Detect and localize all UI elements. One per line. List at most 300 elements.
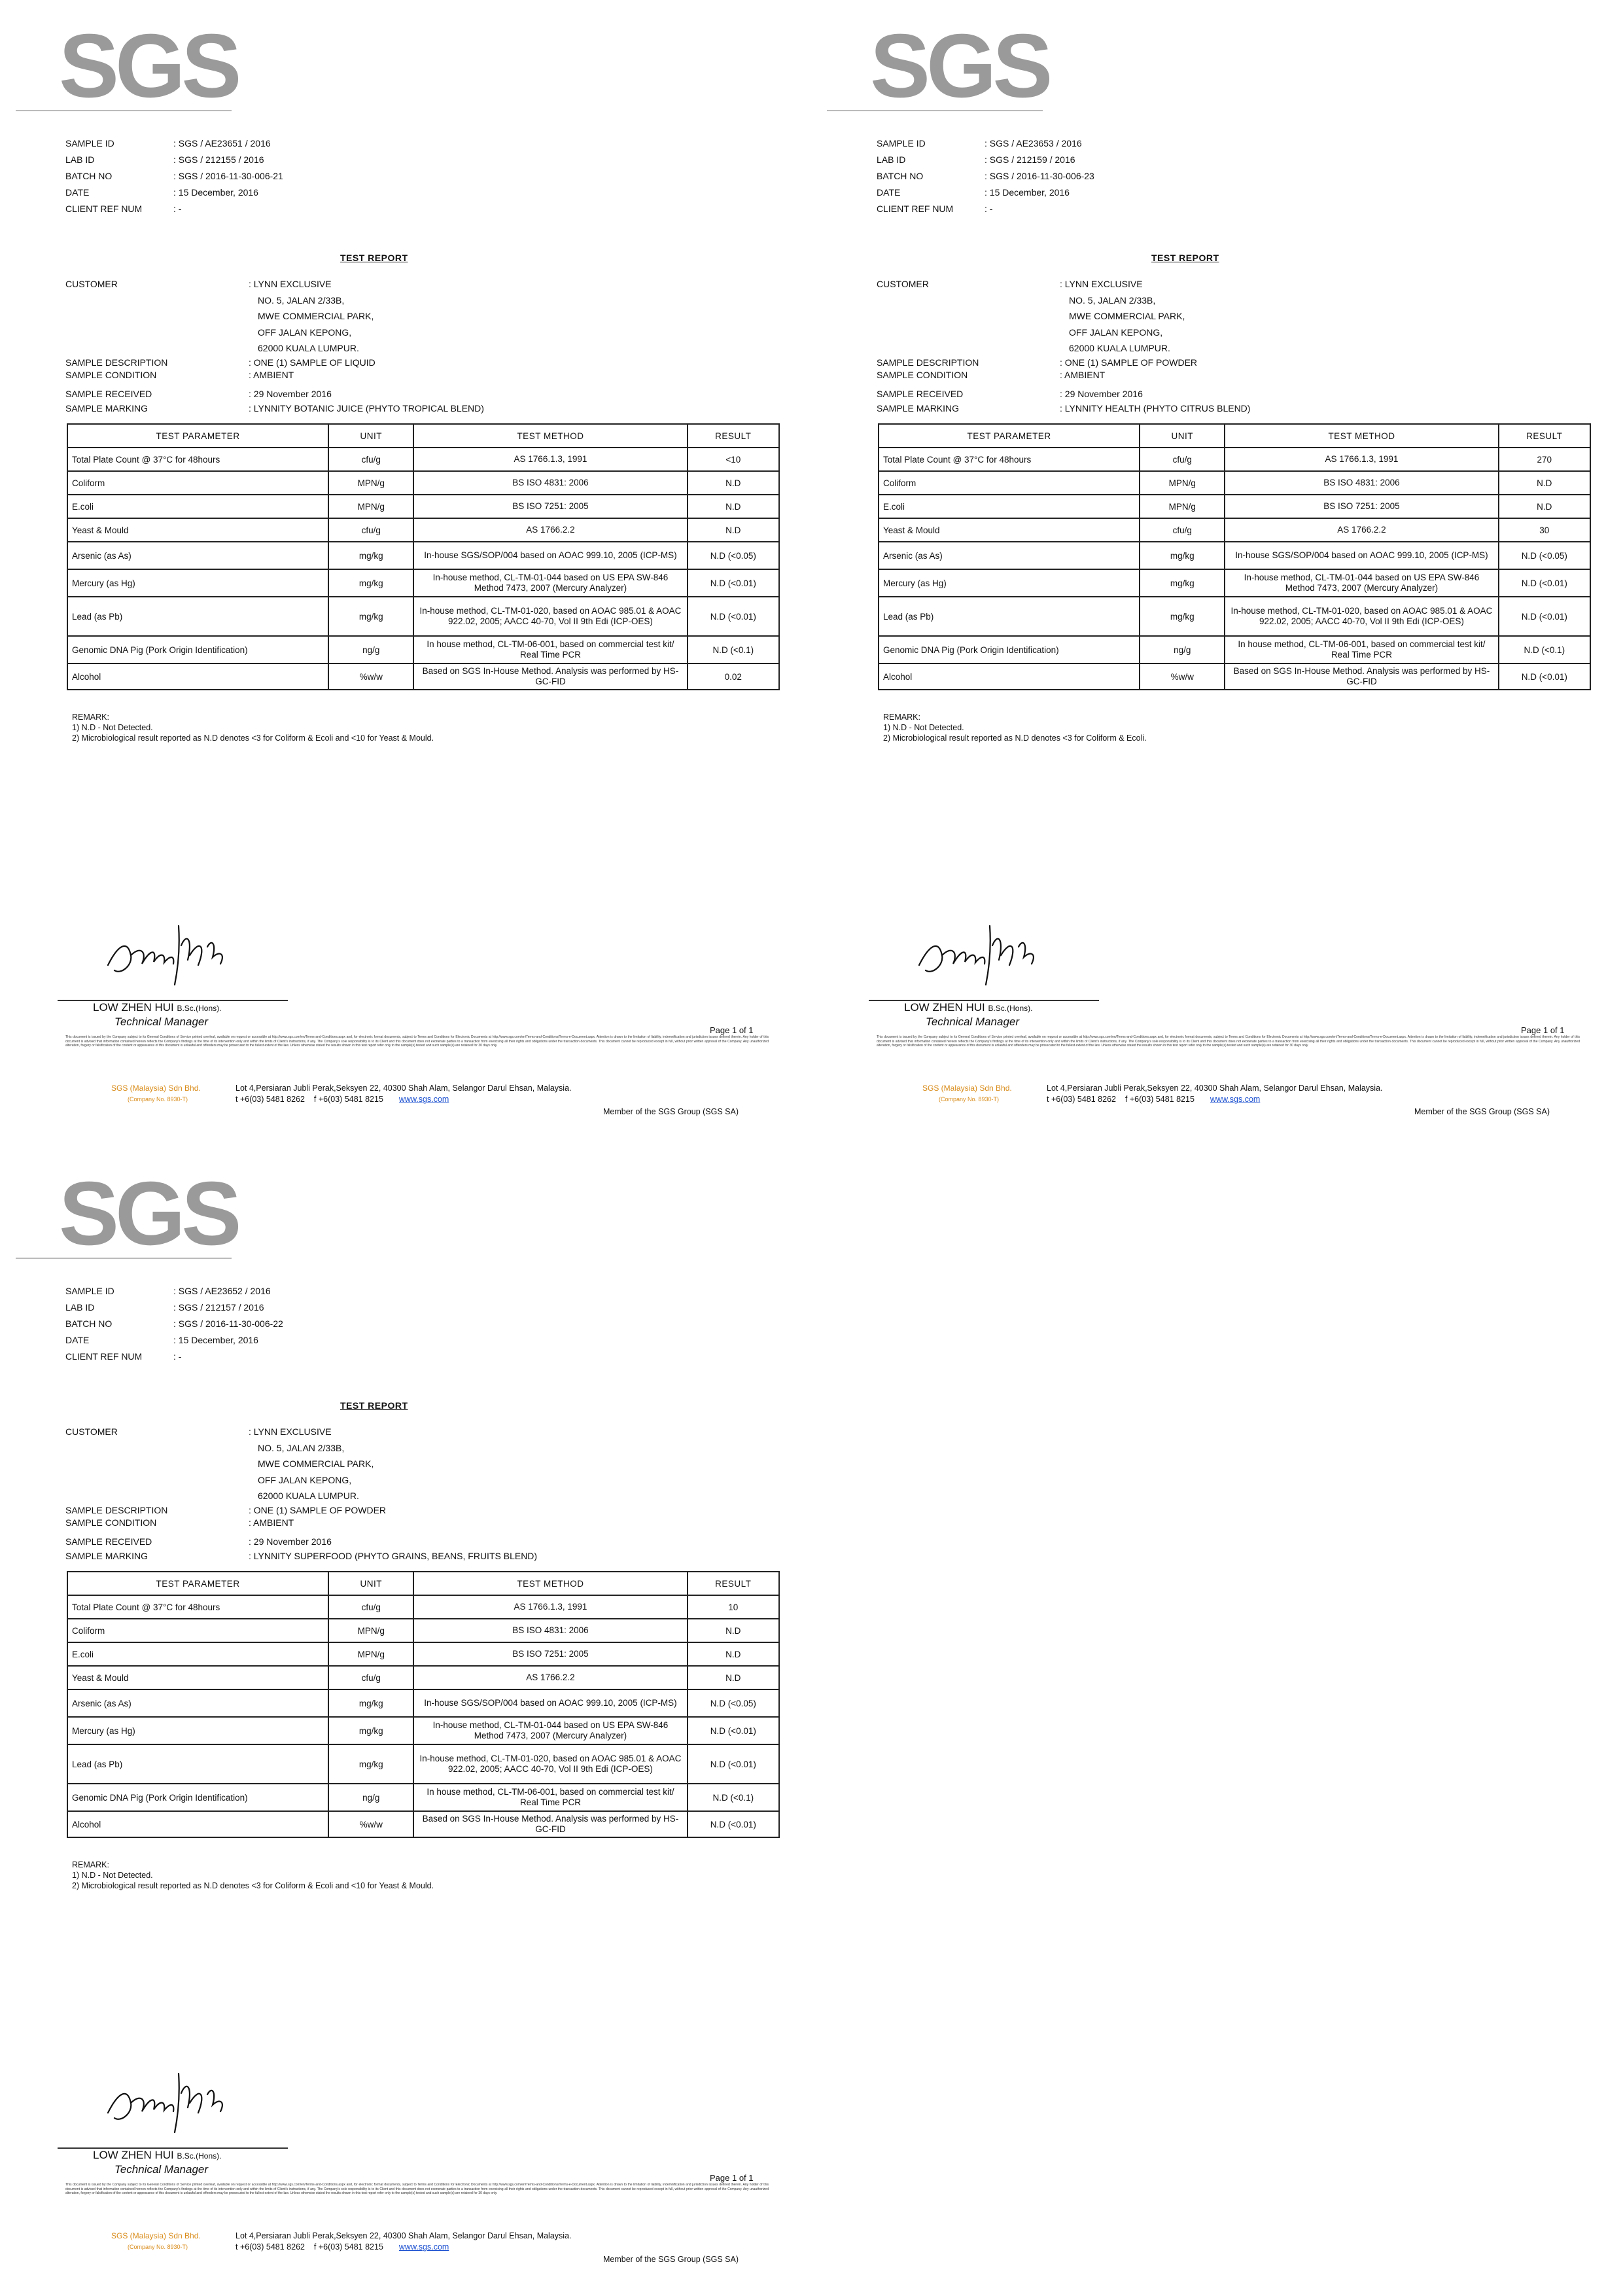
table-row: [879, 471, 1590, 495]
table-row: [879, 597, 1590, 636]
table-row: [67, 495, 779, 518]
batch-no-value: : SGS / 2016-11-30-006-23: [985, 171, 1094, 181]
customer-address-line: OFF JALAN KEPONG,: [258, 327, 352, 338]
customer-address-line: MWE COMMERCIAL PARK,: [258, 311, 374, 321]
sample-id-value: : SGS / AE23651 / 2016: [173, 138, 271, 149]
unit-cell: MPN/g: [328, 471, 413, 495]
report-title: TEST REPORT: [1151, 253, 1219, 263]
table-row: [67, 518, 779, 542]
parameter-cell: Mercury (as Hg): [879, 569, 1140, 597]
client-ref-value: : -: [173, 1351, 182, 1362]
remark-block: [72, 1860, 434, 1891]
unit-cell: cfu/g: [328, 518, 413, 542]
batch-no-value: : SGS / 2016-11-30-006-21: [173, 171, 283, 181]
unit-cell: MPN/g: [1140, 495, 1225, 518]
parameter-cell: Lead (as Pb): [67, 1744, 328, 1784]
lab-id-label: LAB ID: [877, 154, 906, 165]
test-results-table: [67, 1571, 780, 1838]
method-cell: In-house method, CL-TM-01-020, based on AOAC 985.01 & AOAC 922.02, 2005; AACC 40-70, Vol II 9th Edi (ICP-OES): [413, 597, 687, 636]
signatory-title: Technical Manager: [114, 2163, 209, 2176]
table-row: [67, 597, 779, 636]
unit-cell: mg/kg: [1140, 542, 1225, 569]
header-test-method: TEST METHOD: [1225, 424, 1498, 448]
table-row: [879, 495, 1590, 518]
parameter-cell: Coliform: [67, 471, 328, 495]
result-cell: 0.02: [688, 663, 779, 690]
company-name: SGS (Malaysia) Sdn Bhd.: [922, 1084, 1012, 1093]
method-cell: BS ISO 7251: 2005: [413, 495, 687, 518]
address-block: [236, 1083, 572, 1105]
sample-id-value: : SGS / AE23653 / 2016: [985, 138, 1082, 149]
customer-label: CUSTOMER: [65, 279, 118, 289]
sgs-logo: SGS: [59, 16, 238, 116]
sample-id-label: SAMPLE ID: [65, 138, 114, 149]
company-number: (Company No. 8930-T): [939, 1096, 1000, 1103]
client-ref-value: : -: [985, 203, 993, 214]
method-cell: Based on SGS In-House Method. Analysis was performed by HS-GC-FID: [1225, 663, 1498, 690]
sample-received-label: SAMPLE RECEIVED: [877, 388, 964, 399]
signatory-title: Technical Manager: [926, 1016, 1020, 1028]
sample-received-value: : 29 November 2016: [249, 388, 332, 399]
sample-condition-value: : AMBIENT: [1060, 369, 1106, 380]
customer-address-line: MWE COMMERCIAL PARK,: [258, 1458, 374, 1469]
terms-fine-print: This document is issued by the Company subject to its General Conditions of Service printed overleaf, available on request or accessible at http://www.sgs.com/en/Terms-and-Conditions.aspx and, for electronic format documents, subject to Terms and Conditions for Electronic Documents at http://www.sgs.com/en/Terms-and-Conditions/Terms-e-Document.aspx. Attention is drawn to the limitation of liability, indemnification and jurisdiction issues defined therein. Any holder of this document is advised that information contained hereon reflects the Company's findings at the time of its intervention only and within the limits of Client's instructions, if any. The Company's sole responsibility is to its Client and this document does not exonerate parties to a transaction from exercising all their rights and obligations under the transaction documents. This document cannot be reproduced except in full, without prior written approval of the Company. Any unauthorized alteration, forgery or falsification of the content or appearance of this document is unlawful and offenders may be prosecuted to the fullest extent of the law. Unless otherwise stated the results shown in this test report refer only to the sample(s) tested and such sample(s) are retained for 30 days only.: [65, 1035, 769, 1048]
unit-cell: cfu/g: [1140, 448, 1225, 471]
method-cell: BS ISO 4831: 2006: [1225, 471, 1498, 495]
unit-cell: mg/kg: [328, 1717, 413, 1744]
sample-condition-label: SAMPLE CONDITION: [65, 369, 157, 380]
method-cell: AS 1766.2.2: [1225, 518, 1498, 542]
date-label: DATE: [65, 187, 90, 198]
header-unit: UNIT: [328, 424, 413, 448]
sample-marking-value: : LYNNITY HEALTH (PHYTO CITRUS BLEND): [1060, 402, 1251, 414]
unit-cell: %w/w: [328, 1811, 413, 1837]
sample-condition-label: SAMPLE CONDITION: [65, 1517, 157, 1528]
parameter-cell: Genomic DNA Pig (Pork Origin Identification): [67, 1784, 328, 1811]
customer-address-line: OFF JALAN KEPONG,: [1069, 327, 1163, 338]
parameter-cell: Lead (as Pb): [67, 597, 328, 636]
sample-description-label: SAMPLE DESCRIPTION: [877, 357, 979, 368]
result-cell: N.D (<0.05): [688, 1689, 779, 1717]
table-row: [67, 569, 779, 597]
remark-label: REMARK:: [72, 1860, 109, 1869]
member-statement: Member of the SGS Group (SGS SA): [1414, 1107, 1550, 1116]
parameter-cell: Coliform: [879, 471, 1140, 495]
unit-cell: %w/w: [1140, 663, 1225, 690]
unit-cell: mg/kg: [328, 1689, 413, 1717]
fax: f +6(03) 5481 8215: [313, 1095, 383, 1104]
parameter-cell: Total Plate Count @ 37°C for 48hours: [879, 448, 1140, 471]
sample-id-label: SAMPLE ID: [877, 138, 926, 149]
sample-marking-label: SAMPLE MARKING: [65, 1550, 148, 1561]
method-cell: In-house method, CL-TM-01-044 based on US EPA SW-846 Method 7473, 2007 (Mercury Analyzer): [413, 1717, 687, 1744]
unit-cell: mg/kg: [328, 1744, 413, 1784]
header-test-parameter: TEST PARAMETER: [67, 424, 328, 448]
batch-no-label: BATCH NO: [65, 171, 113, 181]
unit-cell: ng/g: [328, 636, 413, 663]
parameter-cell: Coliform: [67, 1619, 328, 1642]
method-cell: In-house method, CL-TM-01-044 based on US EPA SW-846 Method 7473, 2007 (Mercury Analyzer): [413, 569, 687, 597]
result-cell: N.D (<0.01): [688, 1744, 779, 1784]
unit-cell: MPN/g: [1140, 471, 1225, 495]
result-cell: N.D: [1499, 495, 1590, 518]
terms-fine-print: This document is issued by the Company subject to its General Conditions of Service printed overleaf, available on request or accessible at http://www.sgs.com/en/Terms-and-Conditions.aspx and, for electronic format documents, subject to Terms and Conditions for Electronic Documents at http://www.sgs.com/en/Terms-and-Conditions/Terms-e-Document.aspx. Attention is drawn to the limitation of liability, indemnification and jurisdiction issues defined therein. Any holder of this document is advised that information contained hereon reflects the Company's findings at the time of its intervention only and within the limits of Client's instructions, if any. The Company's sole responsibility is to its Client and this document does not exonerate parties to a transaction from exercising all their rights and obligations under the transaction documents. This document cannot be reproduced except in full, without prior written approval of the Company. Any unauthorized alteration, forgery or falsification of the content or appearance of this document is unlawful and offenders may be prosecuted to the fullest extent of the law. Unless otherwise stated the results shown in this test report refer only to the sample(s) tested and such sample(s) are retained for 30 days only.: [65, 2183, 769, 2196]
customer-name: : LYNN EXCLUSIVE: [249, 279, 332, 289]
page-number: Page 1 of 1: [710, 2173, 754, 2183]
website-link[interactable]: www.sgs.com: [1210, 1095, 1261, 1104]
customer-address-line: OFF JALAN KEPONG,: [258, 1474, 352, 1485]
parameter-cell: Arsenic (as As): [67, 1689, 328, 1717]
remark-line: 1) N.D - Not Detected.: [72, 723, 153, 732]
method-cell: BS ISO 7251: 2005: [1225, 495, 1498, 518]
website-link[interactable]: www.sgs.com: [398, 1095, 449, 1104]
logo-divider: [16, 1258, 232, 1259]
table-row: [879, 518, 1590, 542]
result-cell: N.D (<0.01): [688, 569, 779, 597]
table-row: [67, 542, 779, 569]
parameter-cell: E.coli: [67, 495, 328, 518]
unit-cell: ng/g: [328, 1784, 413, 1811]
customer-address-line: NO. 5, JALAN 2/33B,: [258, 1442, 345, 1453]
sample-condition-value: : AMBIENT: [249, 369, 294, 380]
report-title: TEST REPORT: [340, 1400, 408, 1411]
signatory-name-block: [93, 1001, 221, 1014]
batch-no-value: : SGS / 2016-11-30-006-22: [173, 1318, 283, 1329]
address-block: [236, 2231, 572, 2253]
lab-id-label: LAB ID: [65, 1302, 95, 1313]
fax: f +6(03) 5481 8215: [313, 2242, 383, 2252]
result-cell: <10: [688, 448, 779, 471]
company-block: [111, 2231, 201, 2253]
parameter-cell: Total Plate Count @ 37°C for 48hours: [67, 1595, 328, 1619]
parameter-cell: Alcohol: [879, 663, 1140, 690]
table-row: [67, 663, 779, 690]
result-cell: 30: [1499, 518, 1590, 542]
company-number: (Company No. 8930-T): [128, 1096, 188, 1103]
unit-cell: mg/kg: [1140, 597, 1225, 636]
result-cell: 10: [688, 1595, 779, 1619]
sample-description-value: : ONE (1) SAMPLE OF POWDER: [1060, 357, 1198, 368]
unit-cell: mg/kg: [1140, 569, 1225, 597]
customer-address-line: 62000 KUALA LUMPUR.: [1069, 343, 1170, 353]
company-address: Lot 4,Persiaran Jubli Perak,Seksyen 22, 40300 Shah Alam, Selangor Darul Ehsan, Malaysia.: [236, 1084, 572, 1093]
signatory-name: LOW ZHEN HUI: [93, 1001, 174, 1014]
company-name: SGS (Malaysia) Sdn Bhd.: [111, 2231, 201, 2240]
header-test-method: TEST METHOD: [413, 424, 687, 448]
header-result: RESULT: [1499, 424, 1590, 448]
unit-cell: %w/w: [328, 663, 413, 690]
date-label: DATE: [65, 1335, 90, 1345]
test-results-table: [67, 423, 780, 690]
table-row: [67, 1811, 779, 1837]
batch-no-label: BATCH NO: [877, 171, 924, 181]
table-header-row: [67, 1572, 779, 1595]
table-row: [67, 1595, 779, 1619]
unit-cell: mg/kg: [328, 542, 413, 569]
parameter-cell: Genomic DNA Pig (Pork Origin Identification): [879, 636, 1140, 663]
sample-description-value: : ONE (1) SAMPLE OF POWDER: [249, 1504, 387, 1515]
result-cell: N.D: [688, 1666, 779, 1689]
result-cell: N.D (<0.01): [1499, 663, 1590, 690]
parameter-cell: Alcohol: [67, 1811, 328, 1837]
header-test-parameter: TEST PARAMETER: [879, 424, 1140, 448]
customer-block: [877, 276, 1461, 415]
unit-cell: mg/kg: [328, 569, 413, 597]
company-block: [111, 1083, 201, 1105]
client-ref-value: : -: [173, 203, 182, 214]
table-row: [67, 1666, 779, 1689]
header-test-parameter: TEST PARAMETER: [67, 1572, 328, 1595]
remark-line: 2) Microbiological result reported as N.D denotes <3 for Coliform & Ecoli.: [883, 733, 1147, 743]
lab-id-value: : SGS / 212159 / 2016: [985, 154, 1075, 165]
address-block: [1047, 1083, 1383, 1105]
remark-label: REMARK:: [883, 713, 920, 722]
header-result: RESULT: [688, 424, 779, 448]
sample-meta: [877, 135, 1246, 217]
client-ref-label: CLIENT REF NUM: [65, 203, 143, 214]
parameter-cell: Alcohol: [67, 663, 328, 690]
sample-description-label: SAMPLE DESCRIPTION: [65, 1504, 168, 1515]
customer-name: : LYNN EXCLUSIVE: [1060, 279, 1143, 289]
client-ref-label: CLIENT REF NUM: [65, 1351, 143, 1362]
date-value: : 15 December, 2016: [173, 187, 258, 198]
test-report-page: [0, 0, 811, 1148]
unit-cell: cfu/g: [1140, 518, 1225, 542]
header-test-method: TEST METHOD: [413, 1572, 687, 1595]
sample-marking-value: : LYNNITY SUPERFOOD (PHYTO GRAINS, BEANS, FRUITS BLEND): [249, 1550, 538, 1561]
table-row: [879, 542, 1590, 569]
parameter-cell: Mercury (as Hg): [67, 1717, 328, 1744]
result-cell: N.D: [688, 495, 779, 518]
result-cell: N.D (<0.05): [688, 542, 779, 569]
sgs-logo: SGS: [59, 1163, 238, 1264]
remark-line: 2) Microbiological result reported as N.D denotes <3 for Coliform & Ecoli and <10 for Yeast & Mould.: [72, 1881, 434, 1890]
header-unit: UNIT: [328, 1572, 413, 1595]
telephone: t +6(03) 5481 8262: [236, 1095, 305, 1104]
table-row: [67, 1689, 779, 1717]
method-cell: In-house SGS/SOP/004 based on AOAC 999.10, 2005 (ICP-MS): [413, 542, 687, 569]
unit-cell: ng/g: [1140, 636, 1225, 663]
parameter-cell: E.coli: [879, 495, 1140, 518]
result-cell: N.D: [688, 1619, 779, 1642]
result-cell: N.D (<0.01): [1499, 569, 1590, 597]
table-row: [67, 1642, 779, 1666]
sample-id-label: SAMPLE ID: [65, 1286, 114, 1296]
unit-cell: cfu/g: [328, 448, 413, 471]
test-results-table: [878, 423, 1591, 690]
company-block: [922, 1083, 1012, 1105]
signature-image: [101, 2067, 232, 2139]
logo-divider: [827, 110, 1043, 111]
table-row: [879, 448, 1590, 471]
result-cell: N.D (<0.1): [688, 636, 779, 663]
parameter-cell: Yeast & Mould: [67, 518, 328, 542]
fax: f +6(03) 5481 8215: [1125, 1095, 1195, 1104]
method-cell: AS 1766.1.3, 1991: [1225, 448, 1498, 471]
unit-cell: MPN/g: [328, 1642, 413, 1666]
method-cell: In house method, CL-TM-06-001, based on commercial test kit/ Real Time PCR: [413, 636, 687, 663]
signatory-title: Technical Manager: [114, 1016, 209, 1028]
unit-cell: cfu/g: [328, 1666, 413, 1689]
telephone: t +6(03) 5481 8262: [236, 2242, 305, 2252]
method-cell: In-house method, CL-TM-01-020, based on AOAC 985.01 & AOAC 922.02, 2005; AACC 40-70, Vol II 9th Edi (ICP-OES): [1225, 597, 1498, 636]
lab-id-value: : SGS / 212155 / 2016: [173, 154, 264, 165]
result-cell: N.D (<0.05): [1499, 542, 1590, 569]
remark-line: 2) Microbiological result reported as N.D denotes <3 for Coliform & Ecoli and <10 for Yeast & Mould.: [72, 733, 434, 743]
signature-image: [101, 919, 232, 991]
header-unit: UNIT: [1140, 424, 1225, 448]
signatory-name-block: [93, 2149, 221, 2162]
customer-name: : LYNN EXCLUSIVE: [249, 1426, 332, 1437]
table-row: [67, 1744, 779, 1784]
remark-label: REMARK:: [72, 713, 109, 722]
method-cell: BS ISO 7251: 2005: [413, 1642, 687, 1666]
telephone: t +6(03) 5481 8262: [1047, 1095, 1116, 1104]
unit-cell: cfu/g: [328, 1595, 413, 1619]
page-number: Page 1 of 1: [710, 1025, 754, 1035]
member-statement: Member of the SGS Group (SGS SA): [603, 1107, 739, 1116]
result-cell: N.D: [688, 518, 779, 542]
signatory-name: LOW ZHEN HUI: [93, 2149, 174, 2161]
sample-marking-value: : LYNNITY BOTANIC JUICE (PHYTO TROPICAL BLEND): [249, 402, 484, 414]
result-cell: N.D: [688, 1642, 779, 1666]
website-link[interactable]: www.sgs.com: [398, 2242, 449, 2252]
table-row: [67, 1717, 779, 1744]
result-cell: 270: [1499, 448, 1590, 471]
customer-address-line: 62000 KUALA LUMPUR.: [258, 1491, 359, 1501]
sample-received-label: SAMPLE RECEIVED: [65, 388, 152, 399]
header-result: RESULT: [688, 1572, 779, 1595]
table-header-row: [67, 424, 779, 448]
table-header-row: [879, 424, 1590, 448]
signatory-name-block: [904, 1001, 1032, 1014]
parameter-cell: Arsenic (as As): [67, 542, 328, 569]
page-number: Page 1 of 1: [1521, 1025, 1565, 1035]
method-cell: Based on SGS In-House Method. Analysis was performed by HS-GC-FID: [413, 663, 687, 690]
table-row: [879, 663, 1590, 690]
result-cell: N.D (<0.1): [1499, 636, 1590, 663]
result-cell: N.D (<0.01): [688, 1717, 779, 1744]
unit-cell: mg/kg: [328, 597, 413, 636]
table-row: [879, 569, 1590, 597]
remark-block: [883, 712, 1147, 743]
test-report-page: [0, 1148, 811, 2295]
method-cell: BS ISO 4831: 2006: [413, 471, 687, 495]
sample-meta: [65, 1283, 435, 1365]
customer-address-line: 62000 KUALA LUMPUR.: [258, 343, 359, 353]
report-title: TEST REPORT: [340, 253, 408, 263]
batch-no-label: BATCH NO: [65, 1318, 113, 1329]
customer-block: [65, 276, 650, 415]
parameter-cell: Yeast & Mould: [879, 518, 1140, 542]
parameter-cell: E.coli: [67, 1642, 328, 1666]
sample-condition-value: : AMBIENT: [249, 1517, 294, 1528]
method-cell: In-house method, CL-TM-01-044 based on US EPA SW-846 Method 7473, 2007 (Mercury Analyzer): [1225, 569, 1498, 597]
sample-condition-label: SAMPLE CONDITION: [877, 369, 968, 380]
method-cell: AS 1766.2.2: [413, 1666, 687, 1689]
result-cell: N.D (<0.1): [688, 1784, 779, 1811]
lab-id-value: : SGS / 212157 / 2016: [173, 1302, 264, 1313]
method-cell: AS 1766.2.2: [413, 518, 687, 542]
customer-block: [65, 1424, 650, 1563]
sample-description-value: : ONE (1) SAMPLE OF LIQUID: [249, 357, 375, 368]
remark-block: [72, 712, 434, 743]
result-cell: N.D (<0.01): [1499, 597, 1590, 636]
signatory-name: LOW ZHEN HUI: [904, 1001, 985, 1014]
unit-cell: MPN/g: [328, 1619, 413, 1642]
sgs-logo: SGS: [870, 16, 1049, 116]
method-cell: In house method, CL-TM-06-001, based on commercial test kit/ Real Time PCR: [1225, 636, 1498, 663]
method-cell: In-house method, CL-TM-01-020, based on AOAC 985.01 & AOAC 922.02, 2005; AACC 40-70, Vol II 9th Edi (ICP-OES): [413, 1744, 687, 1784]
customer-label: CUSTOMER: [877, 279, 929, 289]
result-cell: N.D (<0.01): [688, 1811, 779, 1837]
date-value: : 15 December, 2016: [173, 1335, 258, 1345]
customer-address-line: NO. 5, JALAN 2/33B,: [258, 294, 345, 306]
signatory-qualification: B.Sc.(Hons).: [988, 1004, 1033, 1013]
parameter-cell: Arsenic (as As): [879, 542, 1140, 569]
sample-marking-label: SAMPLE MARKING: [65, 402, 148, 414]
member-statement: Member of the SGS Group (SGS SA): [603, 2255, 739, 2264]
parameter-cell: Total Plate Count @ 37°C for 48hours: [67, 448, 328, 471]
sample-received-value: : 29 November 2016: [1060, 388, 1143, 399]
method-cell: Based on SGS In-House Method. Analysis was performed by HS-GC-FID: [413, 1811, 687, 1837]
table-row: [67, 1619, 779, 1642]
signatory-qualification: B.Sc.(Hons).: [177, 1004, 222, 1013]
company-name: SGS (Malaysia) Sdn Bhd.: [111, 1084, 201, 1093]
sample-marking-label: SAMPLE MARKING: [877, 402, 960, 414]
date-value: : 15 December, 2016: [985, 187, 1070, 198]
table-row: [67, 448, 779, 471]
customer-address-line: MWE COMMERCIAL PARK,: [1069, 311, 1185, 321]
signature-image: [913, 919, 1043, 991]
unit-cell: MPN/g: [328, 495, 413, 518]
table-row: [67, 636, 779, 663]
sample-id-value: : SGS / AE23652 / 2016: [173, 1286, 271, 1296]
customer-address-line: NO. 5, JALAN 2/33B,: [1069, 294, 1156, 306]
lab-id-label: LAB ID: [65, 154, 95, 165]
method-cell: AS 1766.1.3, 1991: [413, 1595, 687, 1619]
table-row: [67, 471, 779, 495]
parameter-cell: Yeast & Mould: [67, 1666, 328, 1689]
company-address: Lot 4,Persiaran Jubli Perak,Seksyen 22, 40300 Shah Alam, Selangor Darul Ehsan, Malaysia.: [1047, 1084, 1383, 1093]
logo-divider: [16, 110, 232, 111]
sample-description-label: SAMPLE DESCRIPTION: [65, 357, 168, 368]
method-cell: AS 1766.1.3, 1991: [413, 448, 687, 471]
parameter-cell: Genomic DNA Pig (Pork Origin Identification): [67, 636, 328, 663]
terms-fine-print: This document is issued by the Company subject to its General Conditions of Service printed overleaf, available on request or accessible at http://www.sgs.com/en/Terms-and-Conditions.aspx and, for electronic format documents, subject to Terms and Conditions for Electronic Documents at http://www.sgs.com/en/Terms-and-Conditions/Terms-e-Document.aspx. Attention is drawn to the limitation of liability, indemnification and jurisdiction issues defined therein. Any holder of this document is advised that information contained hereon reflects the Company's findings at the time of its intervention only and within the limits of Client's instructions, if any. The Company's sole responsibility is to its Client and this document does not exonerate parties to a transaction from exercising all their rights and obligations under the transaction documents. This document cannot be reproduced except in full, without prior written approval of the Company. Any unauthorized alteration, forgery or falsification of the content or appearance of this document is unlawful and offenders may be prosecuted to the fullest extent of the law. Unless otherwise stated the results shown in this test report refer only to the sample(s) tested and such sample(s) are retained for 30 days only.: [877, 1035, 1580, 1048]
parameter-cell: Lead (as Pb): [879, 597, 1140, 636]
customer-label: CUSTOMER: [65, 1426, 118, 1437]
sample-meta: [65, 135, 435, 217]
method-cell: In house method, CL-TM-06-001, based on commercial test kit/ Real Time PCR: [413, 1784, 687, 1811]
method-cell: BS ISO 4831: 2006: [413, 1619, 687, 1642]
company-address: Lot 4,Persiaran Jubli Perak,Seksyen 22, 40300 Shah Alam, Selangor Darul Ehsan, Malaysia.: [236, 2231, 572, 2240]
remark-line: 1) N.D - Not Detected.: [72, 1871, 153, 1880]
company-number: (Company No. 8930-T): [128, 2244, 188, 2250]
sample-received-value: : 29 November 2016: [249, 1536, 332, 1547]
method-cell: In-house SGS/SOP/004 based on AOAC 999.10, 2005 (ICP-MS): [1225, 542, 1498, 569]
remark-line: 1) N.D - Not Detected.: [883, 723, 964, 732]
result-cell: N.D: [688, 471, 779, 495]
sample-received-label: SAMPLE RECEIVED: [65, 1536, 152, 1547]
signatory-qualification: B.Sc.(Hons).: [177, 2151, 222, 2161]
table-row: [67, 1784, 779, 1811]
table-row: [879, 636, 1590, 663]
date-label: DATE: [877, 187, 901, 198]
client-ref-label: CLIENT REF NUM: [877, 203, 954, 214]
result-cell: N.D (<0.01): [688, 597, 779, 636]
test-report-page: [811, 0, 1622, 1148]
